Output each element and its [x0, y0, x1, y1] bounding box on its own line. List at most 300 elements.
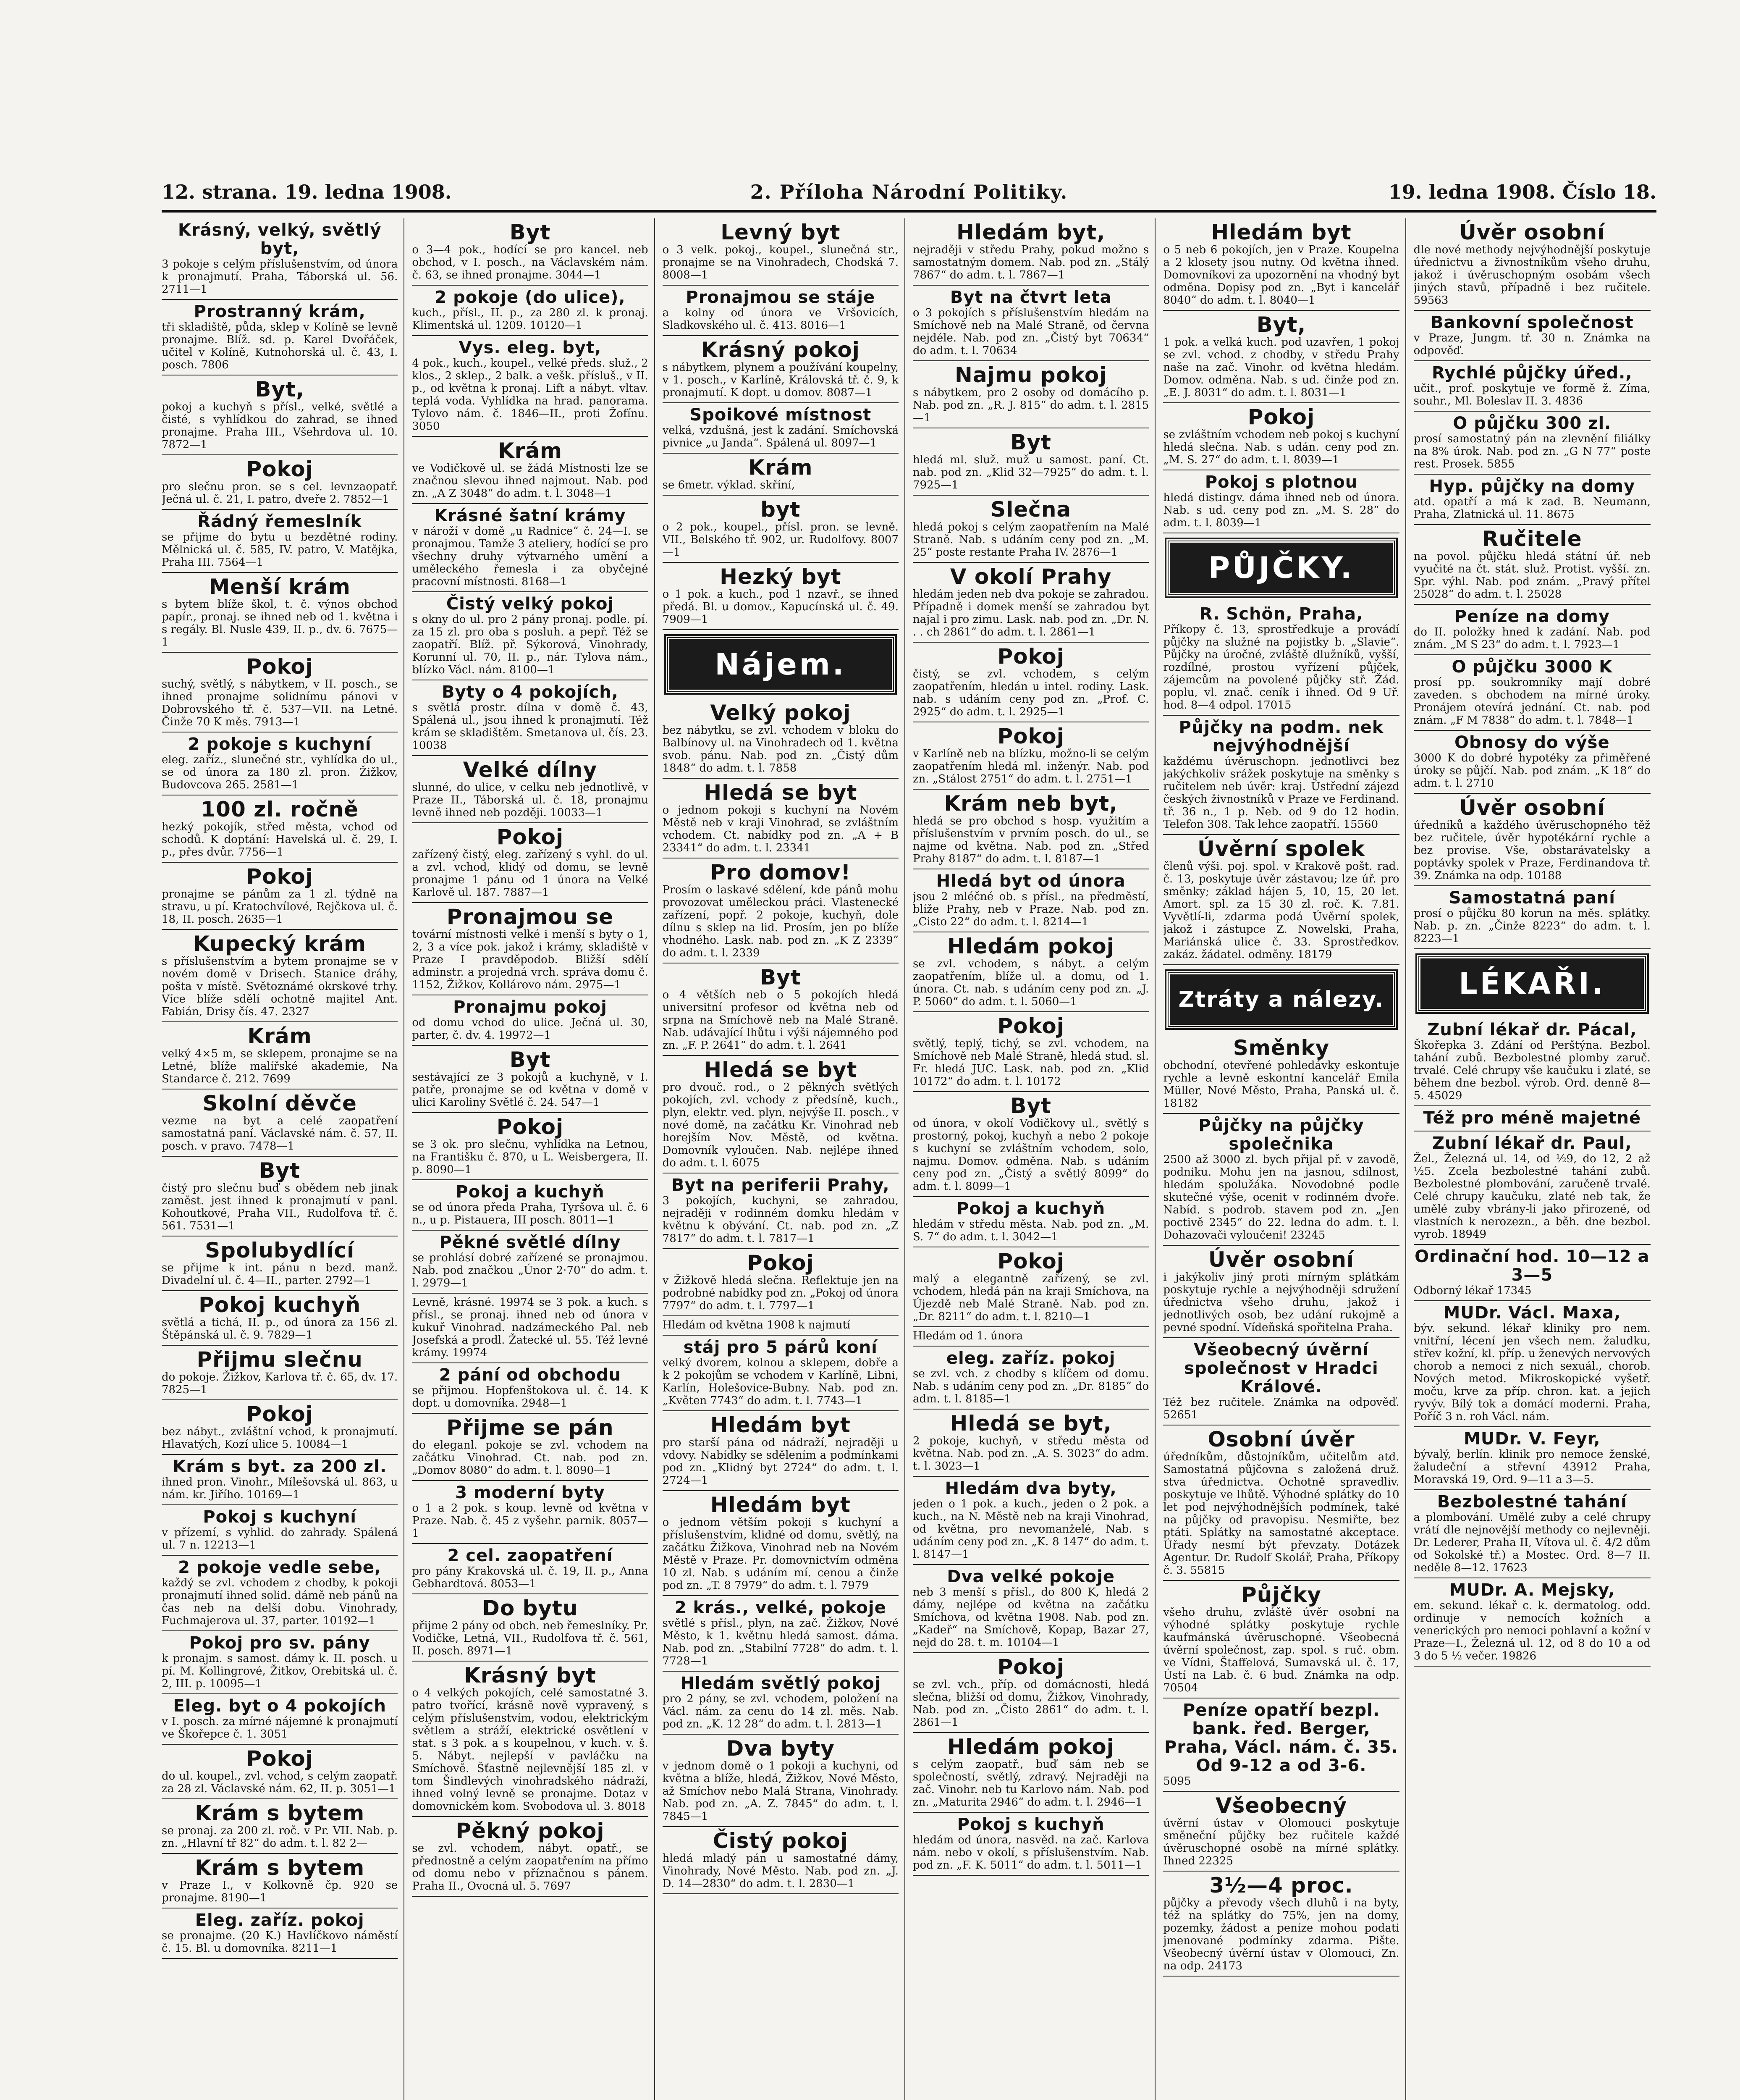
- classified-ad: [412, 1113, 648, 1180]
- classified-ad: [412, 437, 648, 504]
- classified-ad: [663, 218, 899, 286]
- ad-heading: byt: [760, 497, 801, 522]
- classified-ad: [412, 756, 648, 823]
- classified-ad: [1414, 1427, 1651, 1490]
- classified-ad: [913, 1092, 1149, 1197]
- ad-body: ve Vodičkově ul. se žádá Místnosti lze se značnou slevou ihned najmout. Nab. pod zn. „A Z 3048“ do adm. t. l. 3048—1: [412, 462, 648, 500]
- ad-heading: Směnky: [1233, 1036, 1330, 1060]
- ad-body: i jakýkoliv jiný proti mírným splátkám poskytuje rychle a nejvýhodněji sdružení úřednictva všeho druhu, jakož i jednotlivých osob, bez udání rukojmě a pevné spodní. Vídeňská spořitelna Praha.: [1163, 1271, 1399, 1334]
- ad-heading: Byt,: [1256, 312, 1306, 337]
- ad-body: kuch., přísl., II. p., za 280 zl. k pronaj. Klimentská ul. 1209. 10120—1: [412, 307, 648, 332]
- ad-heading: Půjčky: [1241, 1583, 1321, 1607]
- ad-body: se pronaj. za 200 zl. roč. v Pr. VII. Nab. p. zn. „Hlavní tř 82“ do adm. t. l. 82 2—: [162, 1824, 398, 1850]
- classified-ad: [663, 1672, 899, 1735]
- column-4: [913, 218, 1156, 2100]
- classified-ad: [913, 428, 1149, 496]
- ad-heading: Přijmu slečnu: [197, 1347, 363, 1372]
- section-banner: Nájem.: [666, 636, 895, 693]
- ad-heading: Levný byt: [721, 220, 841, 244]
- ad-heading: Krám s byt. za 200 zl.: [173, 1457, 387, 1476]
- ad-body: v I. posch. za mírné nájemné k pronajmutí ve Škořepce č. 1. 3051: [162, 1715, 398, 1740]
- classified-ad: [162, 375, 398, 455]
- ad-heading: Menší krám: [209, 575, 351, 599]
- ad-heading: V okolí Prahy: [950, 564, 1112, 589]
- ad-heading: Úvěr osobní: [1459, 220, 1605, 244]
- ad-heading: Zubní lékař dr. Paul,: [1432, 1134, 1632, 1153]
- classified-ad: [162, 1505, 398, 1556]
- ad-body: s celým zaopatř., buď sám neb se společností, světlý, zdravý. Nejraději na zač. Vinohr. neb tu Karlovo nám. Nab. pod zn. „Maturita 2946“ do adm. t. l. 2946—1: [912, 1758, 1149, 1809]
- ad-body: s nábytkem, pro 2 osoby od domácího p. Nab. pod zn. „R. J. 815“ do adm. t. l. 2815—1: [912, 386, 1149, 424]
- classified-ad: [412, 1414, 648, 1481]
- classified-ad: [663, 563, 899, 630]
- ad-body: úředníkům, důstojníkům, učitelům atd. Samostatná půjčovna s založená druž. stva úřednictva. Ochotně spravedliv. poskytuje ve lhůtě. Výhodné splátky do 10 let pod nejvýhodnějších podmínek, také na půjčky od pravopisu. Nesmiřte, bez ptáti. Splátky na samostatné akceptace. Úřady nesmí být převzaty. Dotázek Agentur. Dr. Rudolf Skolář, Praha, Příkopy č. 3. 55815: [1163, 1451, 1399, 1577]
- column-3: [663, 218, 905, 2100]
- classified-ad: [913, 1565, 1149, 1653]
- ad-body: slunné, do ulice, v celku neb jednotlivě, v Praze II., Táborská ul. č. 18, pronajmu levně ihned neb později. 10033—1: [412, 781, 648, 819]
- classified-ad: [412, 592, 648, 680]
- ad-body: v Karlíně neb na blízku, možno-li se celým zaopatřením hledá ml. inženýr. Nab. pod zn. „Stálost 2751“ do adm. t. l. 2751—1: [912, 748, 1149, 785]
- ad-heading: O půjčku 300 zl.: [1453, 414, 1612, 433]
- ad-heading: Najmu pokoj: [954, 363, 1107, 387]
- ad-heading: Byt: [509, 220, 551, 244]
- ad-body: Škořepka 3. Zdání od Perštýna. Bezbol. tahání zubů. Bezbolestné plomby zaruč. trvalé. Celé chrupy vše kaučuku i zlaté, se během dne bezbol. výrob. Ord. denně 8—5. 45029: [1413, 1039, 1651, 1102]
- classified-ad: [1414, 218, 1651, 311]
- classified-ad: [663, 286, 899, 336]
- ad-heading: Bezbolestné tahání: [1437, 1492, 1627, 1512]
- classified-ad: [1414, 412, 1651, 475]
- ad-body: se pronajme. (20 K.) Havlíčkovo náměstí č. 15. Bl. u domovníka. 8211—1: [162, 1929, 398, 1955]
- ad-heading: Krám s bytem: [195, 1801, 365, 1825]
- classified-ad: [913, 869, 1149, 932]
- ad-heading: 2 krás., velké, pokoje: [674, 1598, 886, 1617]
- ad-heading: Dva velké pokoje: [947, 1567, 1115, 1586]
- classified-ad: [162, 1291, 398, 1346]
- ad-heading: Dva byty: [726, 1736, 835, 1761]
- ad-heading: Krásné šatní krámy: [434, 506, 626, 525]
- ad-heading: 3½—4 proc.: [1209, 1873, 1353, 1898]
- ad-heading: Hledá se byt: [704, 780, 857, 805]
- classified-ad: [1163, 835, 1399, 965]
- ad-heading: Pokoj kuchyň: [199, 1293, 361, 1317]
- classified-ad: [162, 1694, 398, 1745]
- ad-heading: Krám: [247, 1024, 312, 1048]
- ad-heading: Byt: [509, 1047, 551, 1072]
- ad-heading: Pronajmu pokoj: [453, 998, 607, 1017]
- ad-heading: 2 pokoje vedle sebe,: [178, 1558, 382, 1577]
- ad-body: hledá pokoj s celým zaopatřením na Malé Straně. Nab. s udáním ceny pod zn. „M. 25“ poste restante Praha IV. 2876—1: [912, 521, 1149, 559]
- ad-heading: Krám s bytem: [195, 1856, 365, 1880]
- ad-body: o jednom pokoji s kuchyní na Novém Městě neb v kraji Vinohrad, se zvláštním vchodem. Ct. nabídky pod zn. „A + B 23341“ do adm. t. l. 23341: [662, 804, 899, 854]
- ad-body: o 4 velkých pokojích, celé samostatné 3. patro tvořící, krásně nově vypravený, s celým příslušenstvím, vodou, elektrickým světlem a stráží, elektrické osvětlení v stat. s 3 pok. a s koupelnou, v kuch. v. š. 5. Nábyt. nejlepší v pavláčku na Smíchově. Šťastně nejlevnější 185 zl. v tom Šindlevých vinohradského nádraží, ihned volný levně se pronajme. Dotaz v domovnickém kom. Svobodova ul. 3. 8018: [412, 1687, 648, 1813]
- classified-ad: [663, 1316, 899, 1336]
- ad-body: Levně, krásné. 19974 se 3 pok. a kuch. s přísl., se pronaj. ihned neb od února v kukuř Vinohrad. nadzámeckého Pal. neb Josefská a prodl. Žatecké ul. 55. Též levné krámy. 19974: [412, 1296, 648, 1359]
- ad-body: od února, v okolí Vodičkovy ul., světlý s prostorný, pokoj, kuchyň a nebo 2 pokoje s kuchyní se zvláštním vchodem, solo, najmu. Domov. odměna. Nab. s udáním ceny pod zn. „Čistý a světlý 8099“ do adm. t. l. 8099—1: [912, 1117, 1149, 1193]
- classified-ad: [1414, 1301, 1651, 1427]
- ad-heading: 2 pání od obchodu: [439, 1365, 621, 1385]
- ad-body: od domu vchod do ulice. Ječná ul. 30, parter, č. dv. 4. 19972—1: [412, 1016, 648, 1042]
- ad-heading: Pokoj s kuchyní: [203, 1507, 357, 1527]
- classified-ad: [1163, 403, 1399, 470]
- classified-ad: [1414, 1490, 1651, 1578]
- ad-heading: Krám neb byt,: [944, 791, 1118, 816]
- classified-ad: [162, 1400, 398, 1455]
- classified-ad: [1414, 605, 1651, 655]
- ad-heading: Ordinační hod. 10—12 a 3—5: [1415, 1247, 1650, 1285]
- ad-heading: Hledám dva byty,: [945, 1479, 1117, 1498]
- classified-ad: [663, 779, 899, 858]
- ad-heading: Peníze na domy: [1454, 607, 1610, 626]
- ad-body: o 5 neb 6 pokojích, jen v Praze. Koupelna a 2 klosety jsou nutny. Od května ihned. Domovníkovi za upozornění na vhodný byt odměna. Dopisy pod zn. „Byt i kancelář 8040“ do adm. t. l. 8040—1: [1163, 244, 1399, 307]
- ad-body: členů výši. poj. spol. v Krakově pošt. rad. č. 13, poskytuje úvěr zástavou; lze úř. pro směnky; základ hájen 5, 10, 15, 20 let. Amort. spl. za 15 30 zl. roč. K. 7.81. Vyvětlí-li, zdarma podá Úvěrní spolek, jakož i zástupce Z. Nowelski, Praha, Mariánská ulice č. 33. Sprostředkov. zakáz. žádatel. odměny. 18179: [1163, 860, 1399, 961]
- classified-ad: [1163, 218, 1399, 311]
- ad-heading: Peníze opatří bezpl. bank. řed. Berger, Praha, Václ. nám. č. 35. Od 9-12 a od 3-6.: [1164, 1701, 1398, 1775]
- ad-heading: 2 cel. zaopatření: [447, 1546, 613, 1565]
- ad-body: jeden o 1 pok. a kuch., jeden o 2 pok. a kuch., na N. Městě neb na kraji Vinohrad, od května, pro nevomanželé, Nab. s udáním ceny pod zn. „K. 8 147“ do adm. t. l. 8147—1: [912, 1498, 1149, 1561]
- ad-heading: Pronajmou se: [446, 905, 614, 929]
- ad-body: do pokoje. Žižkov, Karlova tř. č. 65, dv. 17. 7825—1: [162, 1371, 398, 1396]
- classified-ad: [913, 1733, 1149, 1813]
- ad-body: suchý, světlý, s nábytkem, v II. posch., se ihned pronajme solidnímu pánovi v Dobrovského tř. č. 537—VII. na Letné. Činže 70 K měs. 7913—1: [162, 678, 398, 728]
- ad-body: se přijme k int. pánu n bezd. manž. Divadelní ul. č. 4—II., parter. 2792—1: [162, 1262, 398, 1287]
- classified-ad: [913, 932, 1149, 1012]
- ad-body: k pronajm. s samost. dámy k. II. posch. u pí. M. Kollingrové, Žitkov, Orebitská ul. č. 2, III. p. 10095—1: [162, 1652, 398, 1690]
- ad-body: neb 3 menší s přísl., do 800 K, hledá 2 dámy, nejlépe od května na začátku Smíchova, od května 1908. Nab. pod zn. „Kadeř“ na Smíchově, Kopap, Bazar 27, nejd do 28. t. m. 10104—1: [912, 1586, 1149, 1649]
- ad-body: učit., prof. poskytuje ve formě ž. Zíma, souhr., Ml. Boleslav II. 3. 4836: [1413, 382, 1651, 407]
- classified-ad: [1414, 1245, 1651, 1301]
- ad-heading: Hledám byt: [1211, 220, 1352, 244]
- ad-body: Prosím o laskavé sdělení, kde pánů mohu provozovat uměleckou práci. Vlastenecké zařízení, popř. 2 pokoje, kuchyň, dole dílnu s sklep na lid. Prosím, jen po blíže vhodného. Lask. nab. pod zn. „K Z 2339“ do adm. t. l. 2339: [662, 884, 899, 959]
- ad-body: býv. sekund. lékař kliniky pro nem. vnitřní, lécení jen všech nem. žaludku, střev kožní, kl. příp. u ženevých nervových chorob a nemoci z nich sexuál., chorob. Nových metod. Mikroskopické vyšetř. moču, krve za příp. chron. kat. a jejich ryvýv. Bílý tok a domácí moderni. Praha, Poříč 3 n. roh Václ. nám.: [1413, 1322, 1651, 1423]
- ad-body: tovární místnosti velké i menší s byty o 1, 2, 3 a více pok. jakož i krámy, skladiště v Praze I pravděpodob. Bližší sdělí adminstr. a projedná vrch. správa domu č. 1152, Žižkov, Kollárovo nám. 2975—1: [412, 928, 648, 991]
- ad-body: v nároží v domě „u Radnice“ č. 24—I. se pronajmou. Tamže 3 ateliery, hodící se pro všechny druhy výtvarného umění a uměleckého řemesla i za obyčejné pracovní místnosti. 8168—1: [412, 525, 648, 588]
- classified-ad: [1163, 1792, 1399, 1872]
- ad-body: 2 pokoje, kuchyň, v středu města od května. Nab. pod zn. „A. S. 3023“ do adm. t. l. 3023—1: [912, 1435, 1149, 1473]
- ad-body: se zvl. vch. z chodby s klíčem od domu. Nab. s udáním ceny pod zn. „Dr. 8185“ do adm. t. l. 8185—1: [912, 1368, 1149, 1405]
- classified-ad: [663, 1491, 899, 1596]
- classified-ad: [1414, 794, 1651, 886]
- ad-heading: Řádný řemeslník: [197, 512, 362, 531]
- classified-ad: [913, 1347, 1149, 1410]
- ad-body: světlý, teplý, tichý, se zvl. vchodem, na Smíchově neb Malé Straně, hledá stud. sl. Fr. hledá JUC. Lask. nab. pod zn. „Klid 10172“ do adm. t. l. 10172: [912, 1037, 1149, 1088]
- ad-heading: Osobní úvěr: [1208, 1427, 1355, 1452]
- ad-body: se 3 ok. pro slečnu, vyhlídka na Letnou, na Františku č. 870, u L. Weisbergera, II. p. 8090—1: [412, 1138, 648, 1176]
- column-2: [412, 218, 655, 2100]
- classified-ad: [1163, 1581, 1399, 1698]
- classified-ad: [1414, 1106, 1651, 1131]
- classified-ad: [162, 930, 398, 1022]
- ad-heading: Krásný byt: [464, 1663, 596, 1688]
- ad-body: obchodní, otevřené pohledávky eskontuje rychle a levně eskontní kancelář Emila Müller, Nové Město, Praha, Panská ul. č. 18182: [1163, 1059, 1399, 1110]
- ad-heading: Samostatná paní: [1449, 888, 1615, 908]
- classified-ad: [913, 790, 1149, 869]
- classified-ad: [663, 858, 899, 963]
- classified-ad: [162, 1631, 398, 1694]
- classified-ad: [412, 680, 648, 756]
- ad-body: hledá se pro obchod s hosp. využitím a příslušenstvím v prvním posch. do ul., se najme od května. Nab. pod zn. „Střed Prahy 8187“ do adm. t. l. 8187—1: [912, 815, 1149, 865]
- ad-body: hledám jeden neb dva pokoje se zahradou. Případně i domek menší se zahradou byt najal i pro zimu. Lask. nab. pod zn. „Dr. N. . . ch 2861“ do adm. t. l. 2861—1: [912, 588, 1149, 638]
- classified-ad: [913, 1327, 1149, 1347]
- classified-ad: [663, 699, 899, 779]
- ad-body: do II. položky hned k zadání. Nab. pod znám. „M S 23“ do adm. t. l. 7923—1: [1413, 626, 1651, 651]
- ad-heading: Pokoj: [997, 1655, 1064, 1679]
- classified-ad: [663, 496, 899, 563]
- classified-ad: [1414, 731, 1651, 794]
- ad-body: Též bez ručitele. Známka na odpověď. 52651: [1163, 1396, 1399, 1421]
- ad-heading: Byt na periferii Prahy,: [671, 1176, 890, 1195]
- ad-body: čistý, se zvl. vchodem, s celým zaopatřením, hledán u intel. rodiny. Lask. nab. s udáním ceny pod zn. „Prof. C. 2925“ do adm. t. l. 2925—1: [912, 668, 1149, 718]
- ad-body: o 2 pok., koupel., přísl. pron. se levně. VII., Belského tř. 902, ur. Rudolfovy. 8007—1: [662, 521, 899, 559]
- ad-body: pro slečnu pron. se s cel. levnzaopatř. Ječná ul. č. 21, I. patro, dveře 2. 7852—1: [162, 480, 398, 506]
- ad-body: se zvl. vchodem, nábyt. opatř., se přednostně a celým zaopatřením na přímo od domu nebo v příznačnou s pánem. Praha II., Ovocná ul. 5. 7697: [412, 1842, 648, 1893]
- ad-heading: Úvěr osobní: [1208, 1247, 1355, 1272]
- ad-heading: Prostranný krám,: [194, 302, 366, 321]
- classified-ad: [913, 1477, 1149, 1565]
- ad-heading: Ručitele: [1482, 527, 1582, 551]
- classified-ad: [663, 1173, 899, 1249]
- ad-body: velký dvorem, kolnou a sklepem, dobře a k 2 pokojům se vchodem v Karlíně, Libni, Karlín, Holešovice-Bubny. Nab. pod zn. „Květen 7743“ do adm. t. l. 7743—1: [662, 1357, 899, 1407]
- ad-heading: Úvěrní spolek: [1197, 837, 1365, 861]
- ad-body: a kolny od února ve Vršovicích, Sladkovského ul. č. 413. 8016—1: [662, 307, 899, 332]
- ad-body: prosí pp. soukromníky mají dobré zaveden. s obchodem na mírné úroky. Pronájem otevírá jednání. Ct. nab. pod znám. „F M 7838“ do adm. t. l. 7848—1: [1413, 676, 1651, 727]
- ad-body: 1 pok. a velká kuch. pod uzavřen, 1 pokoj se zvl. vchod. z chodby, v středu Prahy naše na zač. Vinohr. od května hledám. Domov. odměna. Nab. s ud. činže pod zn. „E. J. 8031“ do adm. t. l. 8031—1: [1163, 336, 1399, 399]
- ad-body: velká, vzdušná, jest k zadání. Smíchovská pivnice „u Janda“. Spálená ul. 8097—1: [662, 424, 899, 449]
- classified-ad: [913, 1247, 1149, 1327]
- ad-heading: Pokoj a kuchyň: [956, 1199, 1106, 1218]
- ad-body: pronajme se pánům za 1 zl. týdně na stravu, u pí. Kratochvílové, Rejčkova ul. č. 18, II. posch. 2635—1: [162, 888, 398, 926]
- classified-ad: [162, 573, 398, 653]
- classified-ad: [663, 1056, 899, 1173]
- classified-ad: [1414, 311, 1651, 361]
- ad-body: ihned pron. Vinohr., Mílešovská ul. 863, u nám. kr. Jiřího. 10169—1: [162, 1476, 398, 1501]
- classified-ad: [913, 1653, 1149, 1733]
- ad-heading: Byt: [760, 965, 801, 990]
- classified-ad: [913, 1012, 1149, 1092]
- ad-body: na povol. půjčku hledá státní úř. neb vyučité na čt. stát. služ. Protist. vyšší. zn. Spr. výhl. Nab. pod znám. „Pravý přítel 25028“ do adm. t. l. 25028: [1413, 550, 1651, 601]
- ad-body: malý a elegantně zařízený, se zvl. vchodem, hledá pán na kraji Smíchova, na Újezdě neb Malé Straně. Nab. pod zn. „Dr. 8211“ do adm. t. l. 8210—1: [912, 1273, 1149, 1323]
- ad-heading: Pokoj: [997, 724, 1064, 748]
- ad-heading: Čistý pokoj: [713, 1829, 848, 1853]
- ad-heading: Krám: [498, 438, 563, 463]
- classified-ad: [162, 1745, 398, 1799]
- ad-heading: Přijme se pán: [446, 1415, 614, 1440]
- classified-ad: [1163, 311, 1399, 403]
- ad-body: o 3 velk. pokoj., koupel., slunečná str., pronajme se na Vinohradech, Chodská 7. 8008—1: [662, 244, 899, 281]
- ad-body: 3 pokojích, kuchyni, se zahradou, nejraději v rodinném domku hledám v květnu k obývání. Ct. nab. pod zn. „Z 7817“ do adm. t. l. 7817—1: [662, 1194, 899, 1245]
- section-banner: Ztráty a nálezy.: [1166, 971, 1396, 1028]
- ad-body: s nábytkem, plynem a používání koupelny, v 1. posch., v Karlíně, Královská tř. č. 9, k pronajmutí. K dopt. u domov. 8087—1: [662, 361, 899, 399]
- classified-ad: [412, 1046, 648, 1113]
- ad-body: se prohlásí dobré zařízené se pronajmou. Nab. pod značkou „Únor 2·70“ do adm. t. l. 2979—1: [412, 1252, 648, 1289]
- ad-heading: Zubní lékař dr. Pácal,: [1427, 1020, 1637, 1040]
- ad-heading: Hledám byt: [710, 1493, 851, 1517]
- classified-ad: [913, 286, 1149, 361]
- ad-body: v Žižkově hledá slečna. Reflektuje jen na podrobné nabídky pod zn. „Pokoj od února 7797“ do adm. t. l. 7797—1: [662, 1274, 899, 1312]
- ad-body: pro pány Krakovská ul. č. 19, II. p., Anna Gebhardtová. 8053—1: [412, 1565, 648, 1590]
- classified-ad: [1163, 1872, 1399, 1977]
- ad-heading: MUDr. V. Feyr,: [1464, 1429, 1601, 1449]
- ad-body: se přijmou. Hopfenštokova ul. č. 14. K dopt. u domovníka. 2948—1: [412, 1384, 648, 1410]
- ad-heading: Čistý velký pokoj: [446, 594, 614, 614]
- classified-ad: [1163, 1246, 1399, 1338]
- ad-body: bývalý, berlín. klinik pro nemoce ženské, žaludeční a střevní 43912 Praha, Moravská 19, Ord. 9—11 a 3—5.: [1413, 1448, 1651, 1486]
- page-number-date: 12. strana. 19. ledna 1908.: [162, 181, 452, 203]
- ad-body: pro starší pána od nádraží, nejraději u vdovy. Nabídky se sdělením a podmínkami pod zn. „Klidný byt 2724“ do adm. t. l. 2724—1: [662, 1436, 899, 1487]
- classified-ad: [162, 732, 398, 795]
- ad-heading: Pronajmou se stáje: [686, 288, 875, 307]
- ad-heading: R. Schön, Praha,: [1199, 604, 1363, 624]
- ad-body: se zvláštním vchodem neb pokoj s kuchyní hledá slečna. Nab. s udán. ceny pod zn. „M. S. 27“ do adm. t. l. 8039—1: [1163, 428, 1399, 466]
- classified-ad: [1414, 1131, 1651, 1245]
- ad-heading: MUDr. A. Mejsky,: [1449, 1580, 1615, 1600]
- newspaper-title: 2. Příloha Národní Politiky.: [750, 181, 1068, 203]
- ad-heading: Pokoj: [246, 864, 313, 889]
- classified-ad: [1163, 716, 1399, 835]
- ad-body: hledá distingv. dáma ihned neb od února. Nab. s ud. ceny pod zn. „M. S. 28“ do adm. t. l. 8039—1: [1163, 491, 1399, 529]
- classified-ad: [162, 1556, 398, 1631]
- ad-heading: Byt,: [255, 377, 304, 402]
- ad-body: atd. opatří a má k zad. B. Neumann, Praha, Zlatnická ul. 11. 8675: [1413, 496, 1651, 521]
- classified-ad: [412, 1231, 648, 1294]
- ad-body: v jednom domě o 1 pokoji a kuchyni, od května a blíže, hledá, Žižkov, Nové Město, až Smíchov nebo Malá Strana, Vinohrady. Nab. pod zn. „A. Z. 7845“ do adm. t. l. 7845—1: [662, 1760, 899, 1823]
- ad-heading: Hledám byt: [710, 1413, 851, 1437]
- ad-heading: Spoikové místnost: [689, 405, 872, 425]
- classified-ad: [663, 1249, 899, 1316]
- classified-ad: [913, 361, 1149, 428]
- classified-ad: [412, 1817, 648, 1897]
- ad-heading: Pokoj: [246, 457, 313, 481]
- ad-heading: Eleg. zaříz. pokoj: [195, 1911, 364, 1930]
- ad-heading: Pokoj: [997, 1014, 1064, 1038]
- column-5: [1163, 218, 1406, 2100]
- ad-heading: Pokoj: [1247, 405, 1315, 429]
- classified-ad: [913, 1410, 1149, 1477]
- ad-body: o jednom větším pokoji s kuchyní a příslušenstvím, klidné od domu, světlý, na začátku Žižkova, Vinohrad neb na Novém Městě v Praze. Pr. domovnictvím odměna 10 zl. Nab. s udáním mí. cenou a činže pod zn. „T. 8 7979“ do adm. t. l. 7979: [662, 1516, 899, 1592]
- ad-body: úředníků a každého úvěruschopného těž bez ručitele, úvěr hypotékární rychle a bez provise. Vše, obstarávatelsky a poptávky spolek v Praze, Ferdinandova tř. 39. Známka na odp. 10188: [1413, 819, 1651, 882]
- newspaper-page: [162, 176, 1656, 2100]
- ad-heading: Do bytu: [482, 1596, 578, 1620]
- ad-body: Příkopy č. 13, sprostředkuje a provádí půjčky na služné na pojistky b. „Slavie“. Půjčky na úročné, zvláště dlužníků, vyšší, rozdílné, prostou vyřízení půjček, zájemcům na povolené půjčky stř. Žád. poplu, vl. znač. ceník i ihned. Od 9 Uř. hod. 8—4 odpol. 17015: [1163, 623, 1399, 711]
- classified-ad: [913, 218, 1149, 286]
- classified-ad: [162, 218, 398, 300]
- classified-ad: [1414, 525, 1651, 605]
- ad-heading: Pěkný pokoj: [456, 1819, 605, 1843]
- classified-ad: [412, 903, 648, 995]
- ad-body: Žel., Železná ul. 14, od ½9, do 12, 2 až ½5. Zcela bezbolestné tahání zubů. Bezbolestné plombování, zaručeně trvalé. Celé chrupy kaučuku, zlaté neb tak, že umělé zuby vbrány-li jako přirozené, od vlastních k nerozezn., a běh. dne bezbol. vyrob. 18949: [1413, 1152, 1651, 1241]
- ad-body: se zvl. vch., příp. od domácnosti, hledá slečna, bližší od domu, Žižkov, Vinohrady, Nab. pod zn. „Čisto 2861“ do adm. t. l. 2861—1: [912, 1678, 1149, 1729]
- ad-body: s okny do ul. pro 2 pány pronaj. podle. pí. za 15 zl. pro oba s posluh. a pepř. Též se zaopatří. Blíž. př. Sýkorová, Vinohrady, Korunní ul. 70, II. p., nár. Tylova nám., blízko Václ. nám. 8100—1: [412, 613, 648, 676]
- ad-heading: Hezký byt: [720, 564, 841, 589]
- classified-ad: [162, 795, 398, 863]
- ad-heading: Velký pokoj: [710, 701, 851, 725]
- ad-heading: Pro domov!: [710, 860, 851, 885]
- classified-ad: [162, 1089, 398, 1157]
- classified-ad: [913, 643, 1149, 722]
- ad-heading: Hledá se byt,: [950, 1411, 1112, 1436]
- classified-ad: [162, 1908, 398, 1959]
- classified-ad: [663, 336, 899, 403]
- ad-heading: Pokoj: [246, 1402, 313, 1426]
- classified-ad: [913, 722, 1149, 790]
- classified-ad: [913, 563, 1149, 643]
- ad-body: bez nábytku, se zvl. vchodem v bloku do Balbínovy ul. na Vinohradech od 1. května svob. pánu. Nab. pod zn. „Čistý dům 1848“ do adm. t. l. 7858: [662, 724, 899, 774]
- ad-heading: Bankovní společnost: [1431, 313, 1634, 332]
- ad-heading: Hledám světlý pokoj: [680, 1674, 881, 1693]
- classified-ad: [162, 300, 398, 375]
- ad-heading: Všeobecný: [1215, 1793, 1347, 1818]
- ad-heading: Pěkné světlé dílny: [439, 1233, 621, 1252]
- classified-ad: [162, 1022, 398, 1089]
- classified-ad: [162, 1854, 398, 1908]
- ad-body: nejraději v středu Prahy, pokud možno s samostatným domem. Nab. pod zn. „Stálý 7867“ do adm. t. l. 7867—1: [912, 244, 1149, 281]
- ad-body: všeho druhu, zvláště úvěr osobní na výhodné splátky poskytuje rychle kaufmánská úvěruschopné. Všeobecná úvěrní společnost, zap. spol. s ruč. obm. ve Vídni, Štaffelová, Sumavská ul. č. 17, Ústí na Lab. č. 6 bud. Známka na odp. 70504: [1163, 1606, 1399, 1694]
- ad-body: každému úvěruschopn. jednotlivci bez jakýchkoliv srážek poskytuje na směnky s ručitelem neb úvěr: kraj. Ústřední zájezd českých živnostníků v Praze ve Ferdinand. tř. 36 n., 1 p. Neb. od 9 do 12 hodin. Telefon 308. Tak lehce zaopatří. 15560: [1163, 755, 1399, 831]
- ad-body: s příslušenstvím a bytem pronajme se v novém domě v Drisech. Stanice dráhy, pošta v místě. Světoznámé okrskové trhy. Více blíže sdělí ochotně majitel Ant. Fabián, Drisy čís. 47. 2327: [162, 955, 398, 1018]
- section-banner: PŮJČKY.: [1166, 539, 1396, 596]
- ad-body: prosí samostatný pán na zlevnění filiálky na 8% úrok. Nab. pod zn. „G N 77“ poste rest. Prosek. 5855: [1413, 433, 1651, 470]
- classified-ad: [663, 1596, 899, 1672]
- classified-ad: [1414, 361, 1651, 412]
- classified-ad: [412, 504, 648, 592]
- classified-ad: [162, 1157, 398, 1236]
- ad-body: úvěrní ústav v Olomouci poskytuje směneční půjčky bez ručitele každé úvěruschopné osobě na mírné splátky. Ihned 22325: [1163, 1817, 1399, 1867]
- ad-heading: Pokoj s kuchyň: [957, 1815, 1105, 1834]
- ad-body: s bytem blíže škol, t. č. výnos obchod papír., pronaj. se ihned neb od 1. května i s regály. Bl. Nusle 439, II. p., dv. 6. 7675—1: [162, 598, 398, 648]
- ad-body: se od února předa Praha, Tyršova ul. č. 6 n., u p. Pistauera, III posch. 8011—1: [412, 1201, 648, 1226]
- ad-heading: Pokoj: [997, 644, 1064, 669]
- ad-body: o 1 pok. a kuch., pod 1 nzavř., se ihned předá. Bl. u domov., Kapucínská ul. č. 49. 7909—1: [662, 588, 899, 626]
- classified-ad: [412, 1363, 648, 1414]
- classified-ad: [1163, 470, 1399, 533]
- ad-heading: Krásný, velký, světlý byt,: [178, 220, 382, 258]
- ad-body: o 4 větších neb o 5 pokojích hledá universitní profesor od května neb od srpna na Smíchově neb na Malé Straně. Nab. udávající lhůtu i výši nájemného pod zn. „F. P. 2641“ do adm. t. l. 2641: [662, 989, 899, 1052]
- ad-heading: MUDr. Václ. Maxa,: [1443, 1303, 1621, 1323]
- classified-ad: [412, 995, 648, 1046]
- classified-ad: [412, 336, 648, 437]
- classified-ad: [1414, 886, 1651, 949]
- ad-heading: O půjčku 3000 K: [1452, 657, 1613, 677]
- classified-ad: [1163, 1698, 1399, 1792]
- classified-ad: [663, 1411, 899, 1491]
- ad-heading: Hledá byt od února: [936, 872, 1126, 891]
- ad-body: 5095: [1163, 1775, 1191, 1788]
- ad-body: Odborný lékař 17345: [1413, 1284, 1532, 1297]
- ad-body: dle nové methody nejvýhodnější poskytuje úřednictvu a živnostníkům všeho druhu, jakož i úvěruschopným osobám všech jiných stavů, případně i bez ručitele. 59563: [1413, 244, 1651, 307]
- classified-ad: [1163, 1338, 1399, 1425]
- classified-ad: [412, 1180, 648, 1231]
- ad-body: prosí o půjčku 80 korun na měs. splátky. Nab. p. zn. „Činže 8223“ do adm. t. l. 8223—1: [1413, 907, 1651, 945]
- ad-body: každý se zvl. vchodem z chodby, k pokoji pronajmutí ihned solid. dámě neb pánů na čas neb na delší dobu. Vinohrady, Fuchmajerova ul. 37, parter. 10192—1: [162, 1577, 398, 1627]
- ad-body: velký 4×5 m, se sklepem, pronajme se na Letné, blíže malířské akademie, Na Standarce č. 212. 7699: [162, 1047, 398, 1085]
- ad-body: hledá ml. služ. muž u samost. paní. Ct. nab. pod zn. „Klid 32—7925“ do adm. t. l. 7925—1: [912, 454, 1149, 491]
- classified-ad: [663, 1336, 899, 1411]
- ad-heading: Pokoj: [997, 1249, 1064, 1273]
- classified-columns: [162, 218, 1656, 2100]
- classified-ad: [162, 455, 398, 510]
- classified-ad: [162, 1346, 398, 1400]
- ad-body: hledá mladý pán u samostatné dámy, Vinohrady, Nové Město. Nab. pod zn. „J. D. 14—2830“ do adm. t. l. 2830—1: [662, 1852, 899, 1890]
- ad-heading: Velké dílny: [463, 758, 597, 782]
- classified-ad: [1163, 1114, 1399, 1246]
- ad-body: bez nábyt., zvláštní vchod, k pronajmutí. Hlavatých, Kozí ulice 5. 10084—1: [162, 1425, 398, 1451]
- classified-ad: [412, 823, 648, 903]
- classified-ad: [162, 863, 398, 930]
- ad-body: hezký pokojík, střed města, vchod od schodů. K doptání: Havelská ul. č. 29, I. p., přes dvůr. 7756—1: [162, 821, 398, 858]
- classified-ad: [412, 1662, 648, 1817]
- ad-heading: 3 moderní byty: [455, 1483, 605, 1502]
- ad-heading: Půjčky na půjčky společnika: [1198, 1116, 1364, 1154]
- ad-heading: Obnosy do výše: [1454, 733, 1610, 752]
- ad-heading: Pokoj: [246, 1746, 313, 1771]
